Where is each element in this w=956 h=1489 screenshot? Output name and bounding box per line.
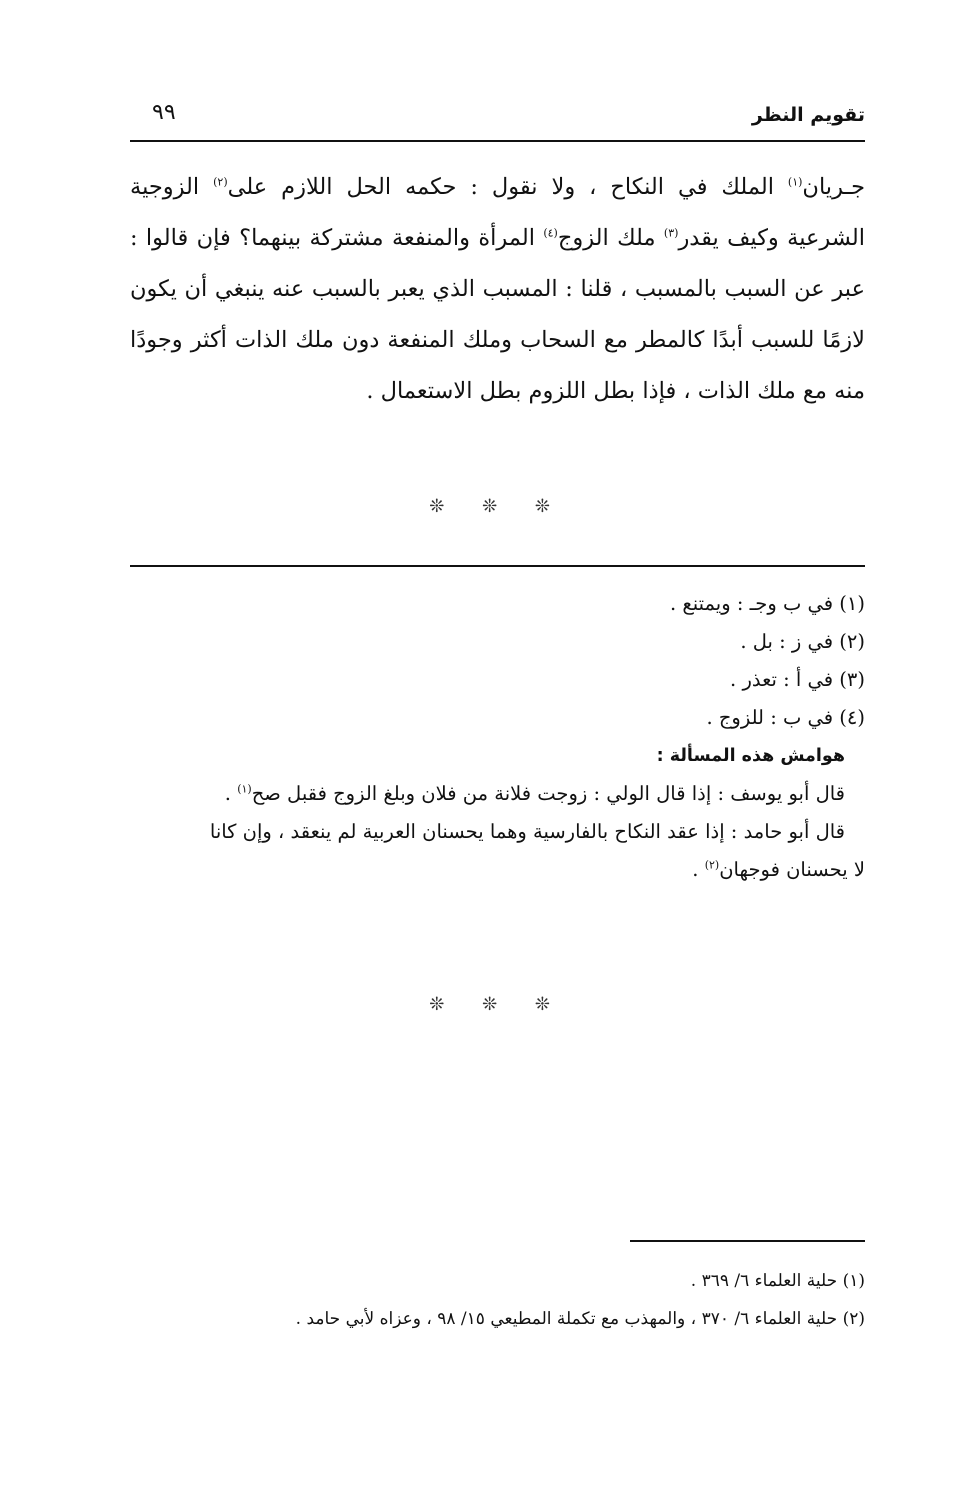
bottom-footnotes — [130, 1262, 865, 1338]
page-header — [130, 100, 865, 134]
text-run: . — [692, 858, 705, 881]
note-item: (٣) في أ : تعذر . — [730, 668, 865, 691]
footnote-marker: (١) — [787, 175, 803, 189]
footnote-marker: (١) — [237, 782, 252, 796]
footnote-marker: (٣) — [663, 226, 679, 240]
notes-heading: هوامش هذه المسألة : — [656, 746, 845, 766]
note-paragraph: قال أبو حامد : إذا عقد النكاح بالفارسية وهما يحسنان العربية لم ينعقد ، وإن كانا — [209, 820, 845, 843]
header-rule — [130, 140, 865, 142]
text-run: لا يحسنان فوجهان — [719, 858, 865, 881]
running-title: تقويم النظر — [751, 104, 865, 126]
footnote-marker: (٢) — [213, 175, 228, 189]
text-run: المرأة والمنفعة مشتركة بينهما؟ فإن قالوا : عبر عن السبب بالمسبب ، قلنا : المسبب الذي يعبر بالسبب عنه ينبغي أن يكون لازمًا للسبب أبدًا كالمطر مع السحاب وملك المنفعة دون ملك الذات أكثر وجودًا منه مع ملك الذات ، فإذا بطل اللزوم بطل الاستعمال . — [130, 225, 865, 404]
note-item: (٤) في ب : للزوج . — [706, 706, 865, 729]
footnote-item: (١) حلية العلماء ٦/ ٣٦٩ . — [690, 1271, 865, 1291]
text-run: جـريان — [802, 174, 865, 200]
text-run: الزوجية الشرعية وكيف يقدر — [130, 174, 865, 251]
footnote-item: (٢) حلية العلماء ٦/ ٣٧٠ ، والمهذب مع تكملة المطيعي ١٥/ ٩٨ ، وعزاه لأبي حامد . — [295, 1309, 865, 1329]
footnote-marker: (٤) — [543, 226, 558, 240]
text-run: ملك الزوج — [557, 225, 664, 251]
note-item: (٢) في ز : بل . — [740, 630, 865, 653]
text-run: قال أبو يوسف : إذا قال الولي : زوجت فلانة من فلان وبلغ الزوج فقبل صح — [251, 782, 845, 805]
section-separator: ❊ ❊ ❊ — [429, 994, 566, 1015]
note-paragraph — [130, 775, 865, 813]
footnote-marker: (٢) — [704, 858, 720, 872]
text-run: . — [224, 782, 238, 805]
main-text — [130, 162, 865, 417]
note-item: (١) في ب وجـ : ويمتنع . — [669, 592, 865, 615]
page-number: ٩٩ — [152, 100, 176, 125]
section-separator: ❊ ❊ ❊ — [429, 496, 566, 517]
footnote-rule — [630, 1240, 865, 1242]
note-paragraph-continuation — [130, 851, 865, 889]
main-paragraph — [130, 162, 865, 417]
notes-rule — [130, 565, 865, 567]
text-run: الملك في النكاح ، ولا نقول : حكمه الحل اللازم على — [227, 174, 788, 200]
editor-notes — [130, 585, 865, 889]
